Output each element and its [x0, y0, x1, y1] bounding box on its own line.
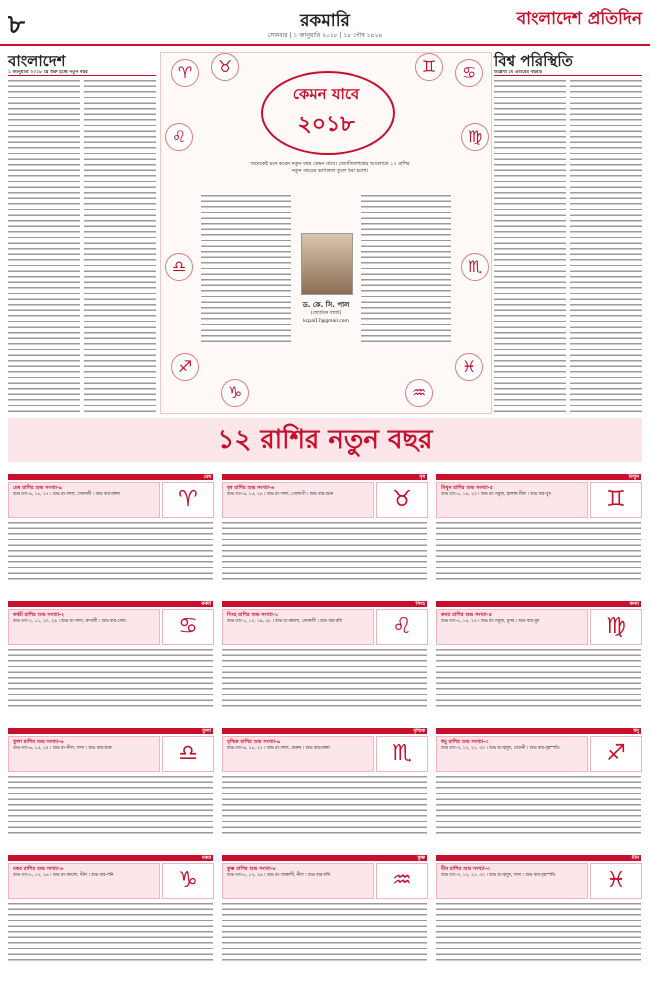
author-title: (জ্যোতিষ সম্রাট): [310, 311, 342, 316]
gemini-icon: ♊: [415, 53, 443, 81]
sign-illustration-icon: ♉: [376, 482, 428, 518]
sign-header-bar: [436, 474, 641, 480]
sign-label: ধনু: [633, 728, 639, 734]
sign-label: সিংহ: [415, 601, 425, 607]
sign-illustration-icon: ♋: [162, 609, 214, 645]
sign-name: কুম্ভ রাশির শুভ সংখ্যা-৮: [227, 866, 277, 872]
sign-lucky-info: শুভ তাং-৬, ১৫, ২৪ । শুভ রং-নীল, সাদা । শুভ বার-শুক্র: [13, 746, 112, 751]
aquarius-icon: ♒: [405, 379, 433, 407]
sign-panel: [436, 601, 641, 721]
sign-illustration-icon: ♍: [590, 609, 642, 645]
sign-panel: [8, 474, 213, 594]
page-number: ৮: [8, 10, 25, 40]
sign-illustration-icon: ♑: [162, 863, 214, 899]
sign-info-box: [8, 609, 160, 645]
sign-name: মিথুন রাশির শুভ সংখ্যা-৫: [441, 485, 493, 491]
sign-lucky-info: শুভ তাং-৫, ১৪, ২৩ । শুভ রং-সবুজ, ধূসর । শুভ বার-বুধ: [441, 619, 540, 624]
sign-lucky-info: শুভ তাং-৩, ১২, ২১, ৩০ । শুভ রং-হলুদ, বেগুনী । শুভ বার-বৃহস্পতি: [441, 746, 560, 751]
right-column-lead: উল্লেখ্য যে এবারের বছরটি: [494, 70, 543, 75]
aries-icon: ♈: [171, 59, 199, 87]
sign-illustration-icon: ♏: [376, 736, 428, 772]
sign-header-bar: [222, 728, 427, 734]
libra-icon: ♎: [165, 253, 193, 281]
sign-info-box: [8, 482, 160, 518]
right-column-text-b: [570, 78, 642, 412]
sign-lucky-info: শুভ তাং-৫, ১৪, ২৩ । শুভ রং-সবুজ, হালকা নীল । শুভ বার-বুধ: [441, 492, 551, 497]
sign-panel: [222, 728, 427, 848]
page-header: [0, 0, 650, 46]
sagittarius-icon: ♐: [171, 353, 199, 381]
sign-forecast-text: [222, 901, 427, 961]
sign-lucky-info: শুভ তাং-১, ১০, ১৯, ২৮ । শুভ রং-কমলা, সোনালী । শুভ বার-রবি: [227, 619, 342, 624]
sign-name: বৃশ্চিক রাশির শুভ সংখ্যা-৯: [227, 739, 281, 745]
banner-title: ১২ রাশির নতুন বছর: [217, 425, 433, 455]
taurus-icon: ♉: [211, 53, 239, 81]
sign-name: বৃষ রাশির শুভ সংখ্যা-৬: [227, 485, 275, 491]
sign-forecast-text: [436, 647, 641, 707]
sign-header-bar: [436, 855, 641, 861]
sign-illustration-icon: ♌: [376, 609, 428, 645]
masthead: বাংলাদেশ প্রতিদিন: [516, 9, 642, 29]
sign-lucky-info: শুভ তাং-৮, ১৭, ২৬ । শুভ রং-কালো, নীল । শুভ বার-শনি: [13, 873, 114, 878]
feature-title: কেমন যাবে: [292, 85, 360, 103]
sign-label: কর্কট: [201, 601, 211, 607]
sign-lucky-info: শুভ তাং-২, ১১, ২০, ২৯ । শুভ রং-সাদা, রুপালী । শুভ বার-সোম: [13, 619, 126, 624]
sign-forecast-text: [222, 520, 427, 580]
sign-label: তুলা: [202, 728, 211, 734]
sign-forecast-text: [222, 647, 427, 707]
feature-year: ২০১৮: [297, 111, 355, 137]
sign-label: মীন: [631, 855, 639, 861]
sign-info-box: [8, 863, 160, 899]
sign-illustration-icon: ♊: [590, 482, 642, 518]
sign-label: কুম্ভ: [417, 855, 425, 861]
left-column-text-b: [84, 78, 156, 412]
leo-icon: ♌: [165, 123, 193, 151]
feature-intro: অনেকেই মনে করেন নতুন বছর কেমন যাবে। জ্যোতিষশাস্ত্রের আলোকে ১২ রাশির নতুন বছরের ভাগ্যফল তুলে ধরা হলো।: [250, 161, 410, 174]
sign-lucky-info: শুভ তাং-৩, ১২, ২১, ৩০ । শুভ রং-হলুদ, সাদা । শুভ বার-বৃহস্পতি: [441, 873, 556, 878]
sign-name: তুলা রাশির শুভ সংখ্যা-৬: [13, 739, 64, 745]
sign-forecast-text: [8, 901, 213, 961]
sign-forecast-text: [436, 520, 641, 580]
virgo-icon: ♍: [461, 123, 489, 151]
capricorn-icon: ♑: [221, 379, 249, 407]
sign-header-bar: [222, 855, 427, 861]
sign-label: মেষ: [203, 474, 211, 480]
sign-panel: [436, 728, 641, 848]
issue-date: সোমবার | ১ জানুয়ারি ২০১৮ | ১৮ পৌষ ১৪২৪: [267, 32, 383, 39]
section-title: রকমারি: [300, 11, 350, 31]
left-column-lead: ১ জানুয়ারি ২০১৮ খ্রি শুরু হচ্ছে নতুন বছর: [8, 70, 88, 75]
sign-header-bar: [8, 855, 213, 861]
sign-info-box: [436, 863, 588, 899]
sign-info-box: [222, 482, 374, 518]
pisces-icon: ♓: [455, 353, 483, 381]
sign-name: মকর রাশির শুভ সংখ্যা-৮: [13, 866, 64, 872]
sign-panel: [222, 601, 427, 721]
sign-forecast-text: [8, 774, 213, 834]
sign-header-bar: [436, 601, 641, 607]
sign-label: কন্যা: [629, 601, 639, 607]
author-email: kcpal17@gmail.com: [303, 319, 349, 324]
sign-name: ধনু রাশির শুভ সংখ্যা-৩: [441, 739, 489, 745]
sign-name: মীন রাশির শুভ সংখ্যা-৩: [441, 866, 490, 872]
author-photo: [301, 233, 353, 295]
right-column-text-a: [494, 78, 566, 412]
sign-header-bar: [222, 601, 427, 607]
sign-info-box: [222, 609, 374, 645]
right-column-title: বিশ্ব পরিস্থিতি: [494, 50, 642, 76]
feature-panel: [160, 52, 492, 414]
sign-panel: [8, 601, 213, 721]
sign-illustration-icon: ♈: [162, 482, 214, 518]
sign-info-box: [222, 863, 374, 899]
sign-header-bar: [436, 728, 641, 734]
sign-info-box: [222, 736, 374, 772]
sign-panel: [222, 474, 427, 594]
sign-lucky-info: শুভ তাং-৯, ১৮, ২৭ । শুভ রং-লাল, মেরুন । শুভ বার-মঙ্গল: [227, 746, 330, 751]
left-column-text-a: [8, 78, 80, 412]
author-name: ড. কে. সি. পাল: [302, 301, 350, 309]
sign-label: মিথুন: [628, 474, 639, 480]
sign-panel: [8, 855, 213, 975]
sign-info-box: [436, 609, 588, 645]
sign-header-bar: [222, 474, 427, 480]
sign-info-box: [8, 736, 160, 772]
scorpio-icon: ♏: [461, 253, 489, 281]
sign-panel: [222, 855, 427, 975]
sign-header-bar: [8, 728, 213, 734]
sign-illustration-icon: ♒: [376, 863, 428, 899]
left-column-title: বাংলাদেশ: [8, 50, 156, 76]
sign-lucky-info: শুভ তাং-৮, ১৭, ২৬ । শুভ রং-আকাশী, নীল । শুভ বার-শনি: [227, 873, 331, 878]
sign-forecast-text: [436, 774, 641, 834]
sign-label: বৃষ: [419, 474, 425, 480]
sign-lucky-info: শুভ তাং-৯, ১৮, ২৭ । শুভ রং-লাল, সোনালী । শুভ বার-মঙ্গল: [13, 492, 120, 497]
sign-label: বৃশ্চিক: [413, 728, 425, 734]
sign-name: কন্যা রাশির শুভ সংখ্যা-৫: [441, 612, 492, 618]
sign-info-box: [436, 482, 588, 518]
sign-info-box: [436, 736, 588, 772]
sign-name: মেষ রাশির শুভ সংখ্যা-৯: [13, 485, 63, 491]
cancer-icon: ♋: [455, 59, 483, 87]
sign-forecast-text: [222, 774, 427, 834]
sign-forecast-text: [8, 520, 213, 580]
sign-lucky-info: শুভ তাং-৬, ১৫, ২৪ । শুভ রং-সাদা, গোলাপী । শুভ বার-শুক্র: [227, 492, 333, 497]
sign-forecast-text: [436, 901, 641, 961]
sign-panel: [436, 855, 641, 975]
sign-forecast-text: [8, 647, 213, 707]
sign-illustration-icon: ♎: [162, 736, 214, 772]
sign-label: মকর: [201, 855, 211, 861]
sign-illustration-icon: ♐: [590, 736, 642, 772]
sign-illustration-icon: ♓: [590, 863, 642, 899]
sign-header-bar: [8, 474, 213, 480]
sign-name: কর্কট রাশির শুভ সংখ্যা-২: [13, 612, 65, 618]
sign-name: সিংহ রাশির শুভ সংখ্যা-১: [227, 612, 279, 618]
section-banner: [8, 418, 642, 462]
sign-panel: [436, 474, 641, 594]
sign-header-bar: [8, 601, 213, 607]
sign-panel: [8, 728, 213, 848]
